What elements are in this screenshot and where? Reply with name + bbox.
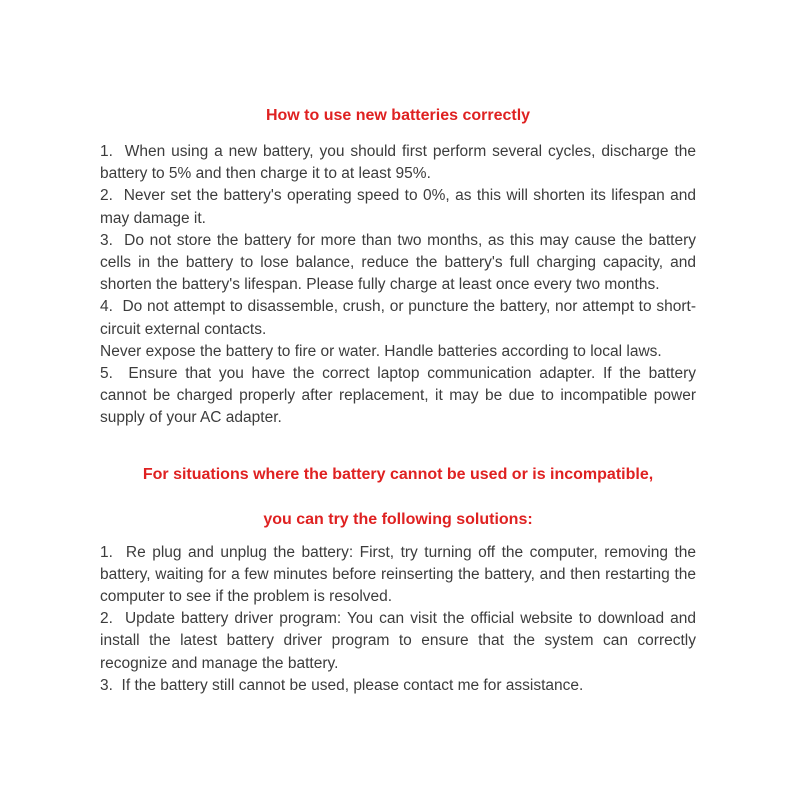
section2-title-line2: you can try the following solutions:: [263, 510, 533, 528]
instruction-paragraph-1: 1. When using a new battery, you should first perform several cycles, discharge the battery to 5% and then charge it to at least 95%.: [100, 143, 696, 183]
document-content: [100, 0, 696, 697]
instruction-paragraph-2: 2. Never set the battery's operating speed to 0%, as this will shorten its lifespan and may damage it.: [100, 187, 696, 227]
section1-body: [100, 141, 696, 430]
section2-title-line1: For situations where the battery cannot be used or is incompatible,: [142, 465, 654, 483]
instruction-paragraph-5: 5. Ensure that you have the correct laptop communication adapter. If the battery cannot be charged properly after replacement, it may be due to incompatible power supply of your AC adapter.: [100, 365, 696, 427]
solution-paragraph-1: 1. Re plug and unplug the battery: First, try turning off the computer, removing the battery, waiting for a few minutes before reinserting the battery, and then restarting the computer to see if the problem is resolved.: [100, 543, 696, 606]
section1-title: How to use new batteries correctly: [265, 107, 531, 124]
solution-paragraph-2: 2. Update battery driver program: You can visit the official website to download and install the latest battery driver program to ensure that the system can correctly recognize and manage the battery.: [100, 610, 696, 672]
section2-body: [100, 542, 696, 697]
instruction-paragraph-4: 4. Do not attempt to disassemble, crush, or puncture the battery, nor attempt to short-circuit external contacts.: [100, 298, 696, 338]
solution-paragraph-3: 3. If the battery still cannot be used, please contact me for assistance.: [100, 676, 584, 694]
instruction-paragraph-3: 3. Do not store the battery for more than two months, as this may cause the battery cells in the battery to lose balance, reduce the battery's full charging capacity, and shorten the battery's lifespan. Please fully charge at least once every two months.: [100, 231, 696, 294]
instruction-paragraph-4b: Never expose the battery to fire or water. Handle batteries according to local laws.: [100, 342, 662, 360]
